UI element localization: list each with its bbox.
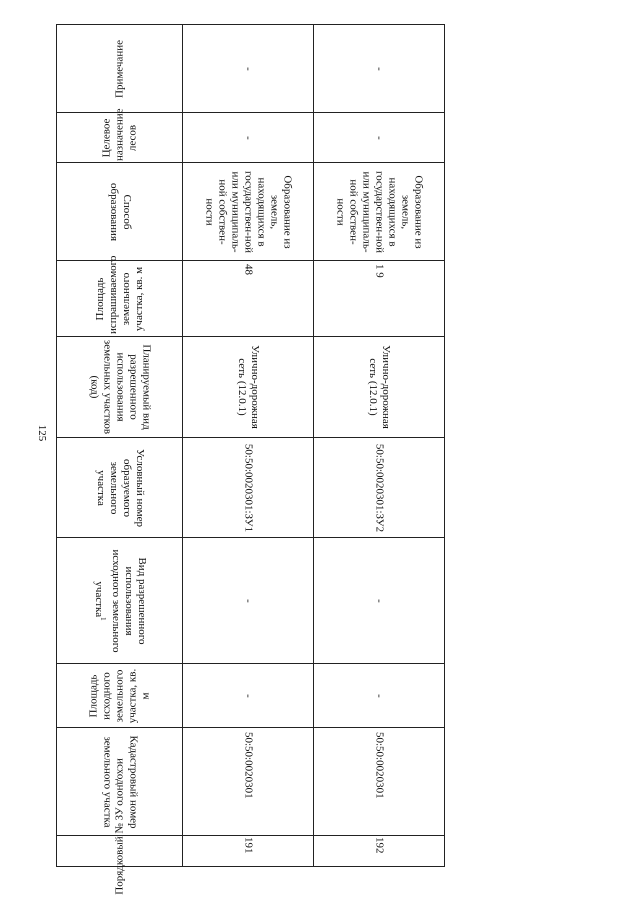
formation-method-192: Образование из земель, находящихся в государствен-ной или муниципаль-ной собствен-ности — [334, 170, 425, 253]
forest-purpose-191: - — [242, 135, 255, 140]
cadastral-number-191: 50:50:0020301 — [242, 731, 255, 799]
header-source-use-text — [92, 542, 148, 660]
formation-method-191: Образование из земель, находящихся в государствен-ной или муниципаль-ной собствен-ности — [203, 170, 294, 253]
cell-planned-use-191 — [183, 337, 314, 438]
header-row-number — [57, 807, 183, 895]
row-planned-area — [57, 261, 445, 337]
row-source-area — [57, 664, 445, 728]
row-row-number — [57, 836, 445, 867]
planned-use-192: Улично-дорожная сеть (12.0.1) — [367, 345, 392, 429]
cell-forest-purpose-192 — [314, 113, 445, 163]
row-planned-use — [57, 337, 445, 438]
header-formation-method — [57, 163, 183, 261]
header-source-use — [57, 538, 183, 664]
cell-source-use-192 — [314, 538, 445, 664]
header-note-text: Примечание — [113, 39, 125, 98]
header-source-use-label: Вид разрешенного использования исходного земельного участка — [92, 548, 148, 653]
cell-row-number-191 — [183, 836, 314, 867]
header-conditional-number-text: Условный номер образуемого земельного участка — [94, 448, 146, 527]
cell-source-area-191 — [183, 664, 314, 728]
cell-conditional-number-192 — [314, 438, 445, 538]
cell-formation-method-192 — [314, 163, 445, 261]
page-number: 125 — [36, 424, 48, 442]
conditional-number-192: 50:50:0020301:ЗУ2 — [373, 443, 386, 532]
note-192: - — [373, 66, 386, 71]
cell-formation-method-191 — [183, 163, 314, 261]
planned-area-191: 48 — [242, 263, 255, 275]
header-planned-area-text: Площадь испрашиваемого земельного участка, кв. м — [93, 255, 145, 334]
row-note — [57, 25, 445, 113]
header-planned-area — [57, 255, 183, 337]
conditional-number-191: 50:50:0020301:ЗУ1 — [242, 443, 255, 532]
row-conditional-number — [57, 438, 445, 538]
cell-conditional-number-191 — [183, 438, 314, 538]
header-row-number-text: Порядковый № ЗУ — [113, 807, 125, 895]
source-area-191: - — [242, 693, 255, 698]
header-note — [57, 25, 183, 113]
source-area-192: - — [373, 693, 386, 698]
cell-planned-use-192 — [314, 337, 445, 438]
header-forest-purpose-text: Целевое назначение лесов — [100, 107, 138, 161]
source-use-191: - — [242, 598, 255, 603]
header-source-area-text: Площадь исходного земельного участка, кв. м — [87, 668, 151, 723]
cell-note-191 — [183, 25, 314, 113]
row-source-use — [57, 538, 445, 664]
planned-use-191: Улично-дорожная сеть (12.0.1) — [236, 345, 261, 429]
cell-cadastral-number-191 — [183, 728, 314, 836]
planned-area-192: 1 9 — [373, 263, 386, 278]
cell-cadastral-number-192 — [314, 728, 445, 836]
header-planned-use — [57, 337, 183, 438]
land-plots-table — [56, 24, 445, 895]
cell-source-use-191 — [183, 538, 314, 664]
header-forest-purpose — [57, 107, 183, 163]
cell-planned-area-192 — [314, 261, 445, 337]
cell-row-number-192 — [314, 836, 445, 867]
row-number-191: 191 — [242, 837, 255, 854]
header-source-area — [57, 664, 183, 728]
header-source-use-footnote: 1 — [98, 616, 107, 621]
row-number-192: 192 — [373, 837, 386, 854]
row-forest-purpose — [57, 113, 445, 163]
cadastral-number-192: 50:50:0020301 — [373, 731, 386, 799]
header-formation-method-text: Способ образования — [107, 182, 133, 241]
header-cadastral-number-text: Кадастровый номер исходного земельного участка — [101, 734, 139, 829]
row-formation-method — [57, 163, 445, 261]
note-191: - — [242, 66, 255, 71]
header-planned-use-text: Планируемый вид разрешенного использования земельных участков (код) — [88, 339, 152, 435]
forest-purpose-192: - — [373, 135, 386, 140]
cell-source-area-192 — [314, 664, 445, 728]
cell-planned-area-191 — [183, 261, 314, 337]
header-conditional-number — [57, 438, 183, 538]
source-use-192: - — [373, 598, 386, 603]
cell-note-192 — [314, 25, 445, 113]
cell-forest-purpose-191 — [183, 113, 314, 163]
